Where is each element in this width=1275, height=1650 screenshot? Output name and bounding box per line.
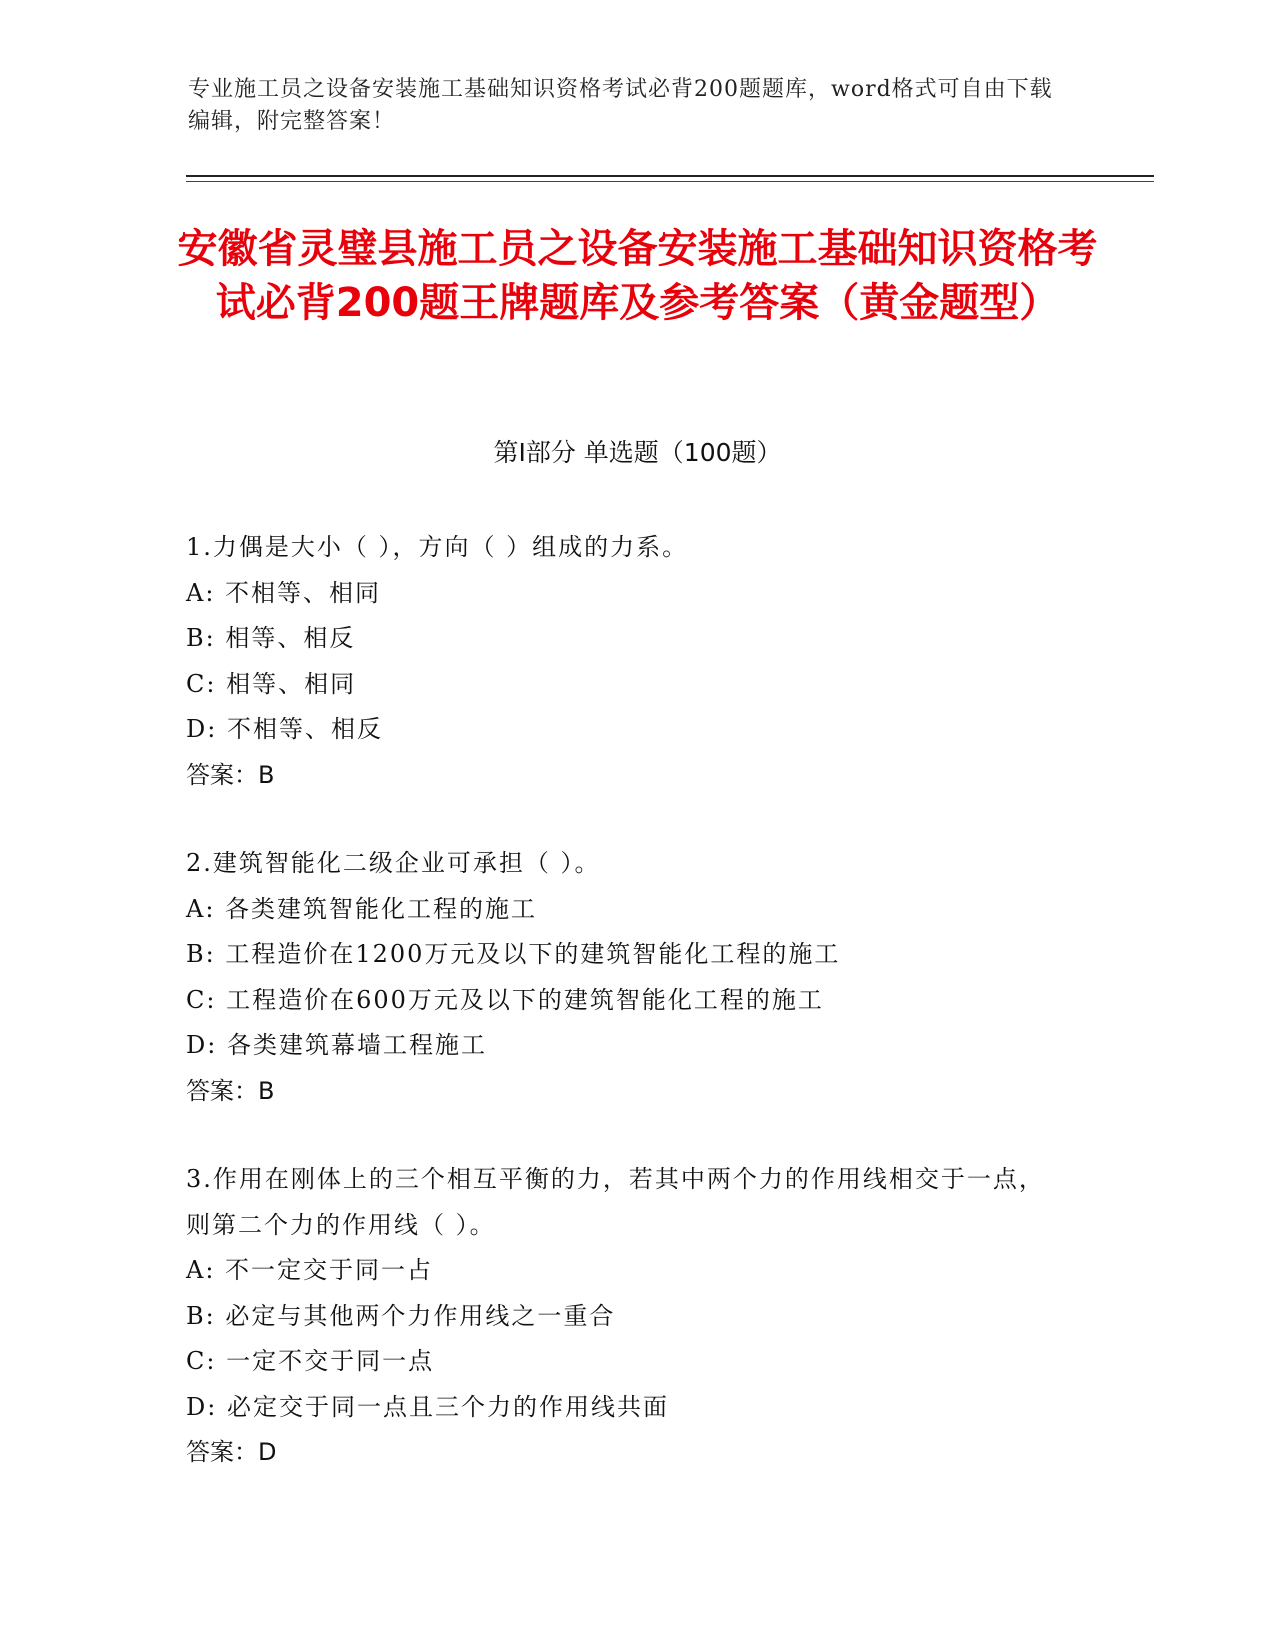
header-divider-thin bbox=[186, 181, 1154, 182]
header-divider bbox=[186, 175, 1154, 177]
answer: 答案：D bbox=[186, 1438, 277, 1466]
option-d: D: 各类建筑幕墙工程施工 bbox=[186, 1031, 487, 1059]
question-3 bbox=[186, 1157, 1086, 1476]
option-a: A: 各类建筑智能化工程的施工 bbox=[186, 894, 538, 923]
question-1 bbox=[186, 525, 1086, 798]
option-d: D: 不相等、相反 bbox=[186, 715, 383, 743]
option-c: C: 一定不交于同一点 bbox=[186, 1347, 435, 1375]
question-stem: 2.建筑智能化二级企业可承担（ ）。 bbox=[186, 849, 601, 877]
question-stem: 3.作用在刚体上的三个相互平衡的力，若其中两个力的作用线相交于一点，则第二个力的作用线（ ）。 bbox=[186, 1165, 1045, 1239]
question-2 bbox=[186, 841, 1086, 1114]
option-b: B: 相等、相反 bbox=[186, 624, 356, 652]
option-b: B: 必定与其他两个力作用线之一重合 bbox=[186, 1301, 616, 1330]
option-d: D: 必定交于同一点且三个力的作用线共面 bbox=[186, 1392, 669, 1421]
option-c: C: 工程造价在600万元及以下的建筑智能化工程的施工 bbox=[186, 985, 824, 1014]
document-title: 安徽省灵璧县施工员之设备安装施工基础知识资格考试必背200题王牌题库及参考答案（黄金题型） bbox=[177, 226, 1098, 326]
option-a: A: 不一定交于同一占 bbox=[186, 1256, 434, 1284]
question-list bbox=[186, 525, 1086, 1519]
option-c: C: 相等、相同 bbox=[186, 669, 357, 698]
option-b: B: 工程造价在1200万元及以下的建筑智能化工程的施工 bbox=[186, 940, 841, 968]
option-a: A: 不相等、相同 bbox=[186, 578, 382, 607]
answer: 答案：B bbox=[186, 1076, 275, 1105]
header-note: 专业施工员之设备安装施工基础知识资格考试必背200题题库，word格式可自由下载编辑，附完整答案！ bbox=[188, 77, 1053, 134]
answer: 答案：B bbox=[186, 760, 275, 789]
question-stem: 1.力偶是大小（ ），方向（ ）组成的力系。 bbox=[186, 533, 689, 561]
section-heading: 第I部分 单选题（100题） bbox=[493, 438, 782, 467]
